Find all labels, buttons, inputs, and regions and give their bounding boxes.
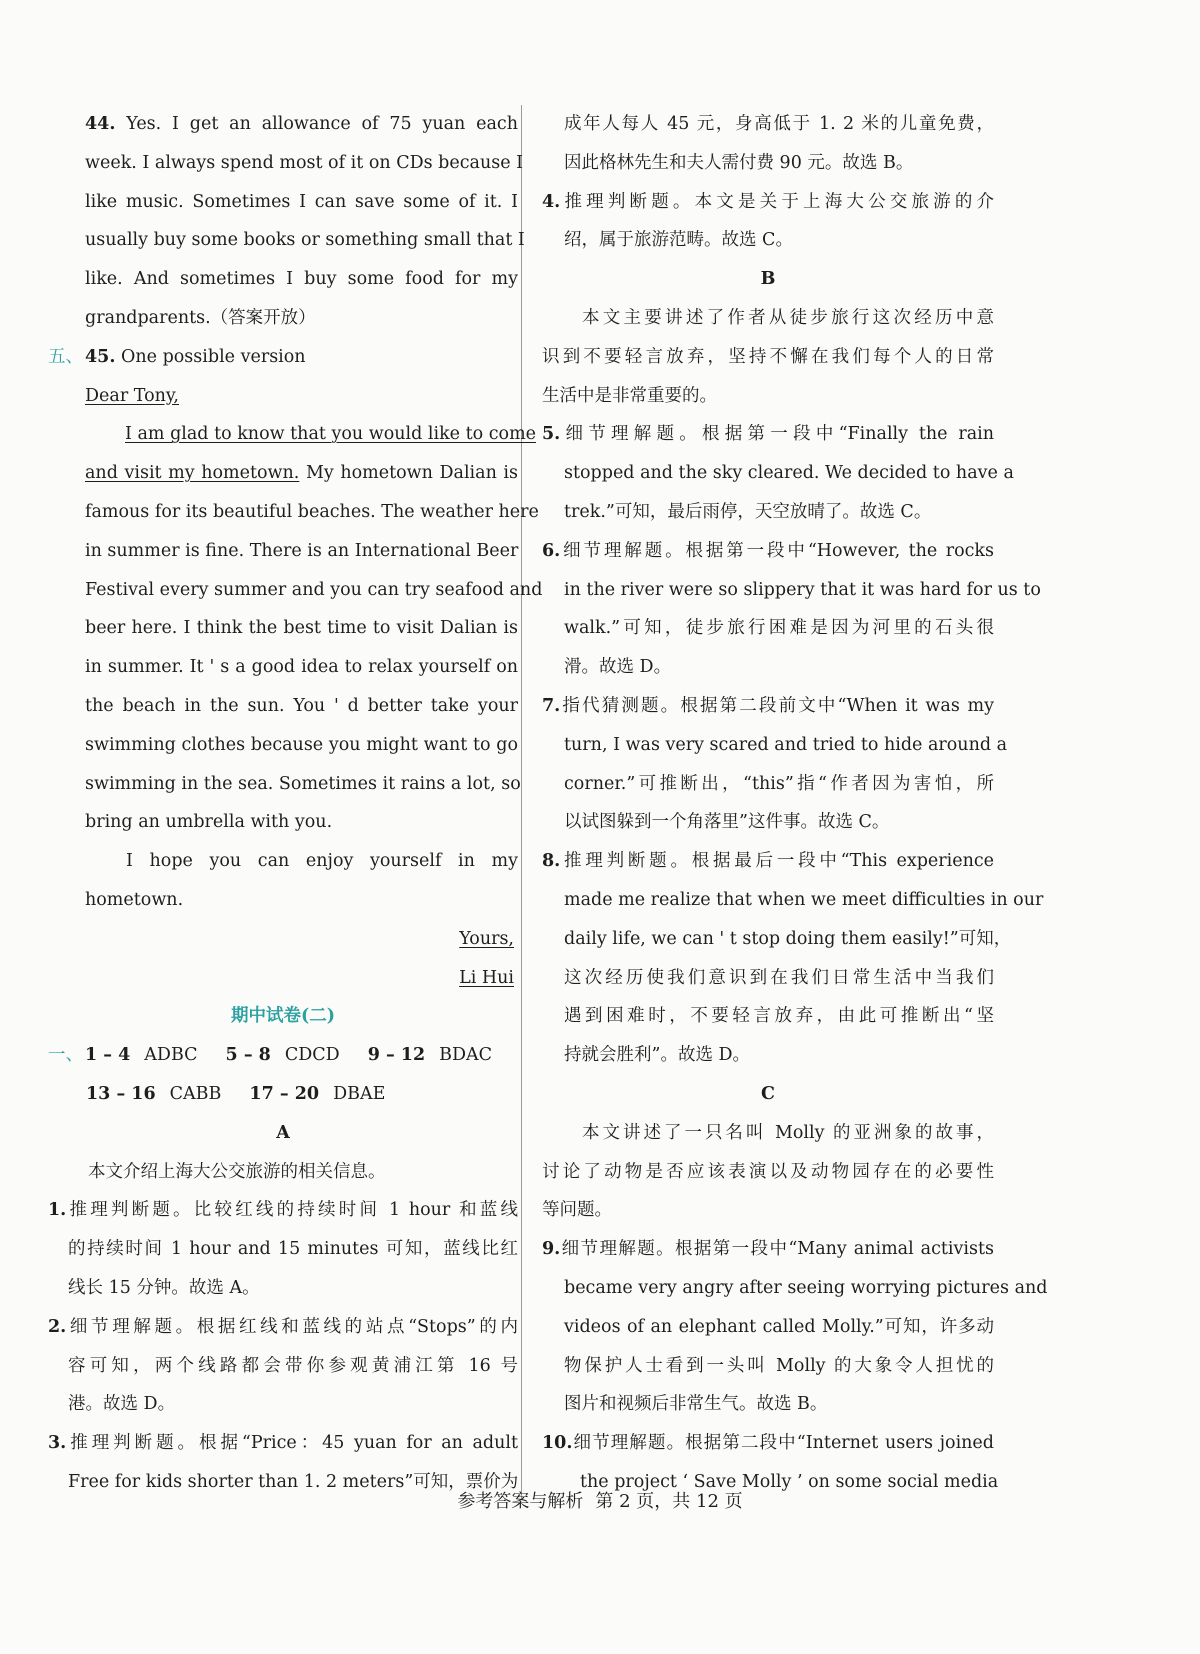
q44-line: 44. Yes. I get an allowance of 75 yuan each	[48, 105, 518, 144]
q6-line: walk.”可知，徒步旅行困难是因为河里的石头很	[564, 618, 994, 639]
q10-line: 10.细节理解题。根据第二段中“Internet users joined	[542, 1433, 994, 1454]
q44-line: usually buy some books or something small that I	[85, 230, 525, 251]
section-b-intro: 本文主要讲述了作者从徒步旅行这次经历中意	[582, 307, 994, 328]
letter-closing: I hope you can enjoy yourself in my	[126, 851, 518, 872]
section-c-intro: 等问题。	[542, 1200, 612, 1221]
q8-line: 持就会胜利”。故选 D。	[564, 1045, 751, 1066]
q1-line: 线长 15 分钟。故选 A。	[68, 1277, 260, 1298]
section-c-intro: 本文讲述了一只名叫 Molly 的亚洲象的故事，	[582, 1122, 994, 1143]
letter-line: I am glad to know that you would like to come	[125, 424, 537, 445]
q44-line: like. And sometimes I buy some food for my	[85, 269, 518, 290]
section-c-intro: 讨论了动物是否应该表演以及动物园存在的必要性	[542, 1161, 994, 1182]
letter-line: Festival every summer and you can try seafood and	[85, 579, 543, 600]
q4-line: 绍，属于旅游范畴。故选 C。	[564, 230, 793, 251]
q8-line: 这次经历使我们意识到在我们日常生活中当我们	[564, 967, 994, 988]
q8-line: 8.推理判断题。根据最后一段中“This experience	[542, 851, 994, 872]
section-letter-a: A	[276, 1122, 290, 1143]
q6-line: 6.细节理解题。根据第一段中“However, the rocks	[542, 540, 994, 561]
q7-line: turn, I was very scared and tried to hide around a	[564, 734, 1008, 755]
q8-line: made me realize that when we meet difficulties in our	[564, 889, 1044, 910]
section-mark-1: 一、	[48, 1045, 83, 1066]
q44-line: grandparents.（答案开放）	[85, 307, 316, 328]
letter-sign-off: Yours,	[459, 928, 514, 949]
q2-line: 容可知，两个线路都会带你参观黄浦江第 16 号	[68, 1355, 518, 1376]
q5-line: 5.细节理解题。根据第一段中“Finally the rain	[542, 424, 994, 445]
q8-line: 遇到困难时，不要轻言放弃，由此可推断出“坚	[564, 1006, 994, 1027]
section-b-intro: 识到不要轻言放弃，坚持不懈在我们每个人的日常	[542, 346, 994, 367]
letter-line: the beach in the sun. You ' d better take your	[85, 695, 518, 716]
letter-greeting: Dear Tony,	[85, 385, 179, 406]
q2-line: 港。故选 D。	[68, 1394, 176, 1415]
q45-title: One possible version	[121, 346, 306, 367]
exam-title: 期中试卷(二)	[230, 1006, 336, 1027]
q9-line: 9.细节理解题。根据第一段中“Many animal activists	[542, 1239, 994, 1260]
letter-line: swimming in the sea. Sometimes it rains a lot, so	[85, 773, 521, 794]
page-footer	[0, 1487, 1200, 1513]
section-a-intro: 本文介绍上海大公交旅游的相关信息。	[88, 1161, 386, 1182]
q7-line: corner.”可推断出，“this”指“作者因为害怕，所	[564, 773, 994, 794]
letter-line: beer here. I think the best time to visit Dalian is	[85, 618, 518, 639]
q3-line: Free for kids shorter than 1. 2 meters”可知，票价为	[68, 1471, 519, 1492]
q44-line: week. I always spend most of it on CDs because I	[85, 152, 524, 173]
page-number: 第 2 页，共 12 页	[595, 1491, 743, 1512]
answer-key-row: 一、 1 – 4 ADBC 5 – 8 CDCD 9 – 12 BDAC	[48, 1036, 518, 1075]
q8-line: daily life, we can ' t stop doing them easily!”可知，	[564, 928, 1012, 949]
right-column	[542, 105, 1048, 1502]
section-letter-c: C	[761, 1083, 775, 1104]
letter-closing: hometown.	[85, 889, 184, 910]
q9-line: 图片和视频后非常生气。故选 B。	[564, 1394, 828, 1415]
letter-line: bring an umbrella with you.	[85, 812, 333, 833]
column-divider	[521, 105, 522, 1500]
q9-line: became very angry after seeing worrying pictures and	[564, 1277, 1048, 1298]
letter-signature: Li Hui	[459, 967, 514, 988]
q3-continued-line: 因此格林先生和夫人需付费 90 元。故选 B。	[564, 152, 914, 173]
q2-line: 2.细节理解题。根据红线和蓝线的站点“Stops”的内	[48, 1316, 518, 1337]
q1-line: 的持续时间 1 hour and 15 minutes 可知，蓝线比红	[68, 1239, 518, 1260]
section-b-intro: 生活中是非常重要的。	[542, 385, 717, 406]
section-mark-5: 五、	[48, 346, 83, 367]
letter-line: in summer. It ' s a good idea to relax yourself on	[85, 657, 518, 678]
footer-title: 参考答案与解析	[457, 1491, 584, 1512]
q9-line: videos of an elephant called Molly.”可知，许多动	[564, 1316, 994, 1337]
q1-line: 1.推理判断题。比较红线的持续时间 1 hour 和蓝线	[48, 1200, 518, 1221]
q9-line: 物保护人士看到一头叫 Molly 的大象令人担忧的	[564, 1355, 994, 1376]
q44-line: like music. Sometimes I can save some of it. I	[85, 191, 518, 212]
q6-line: in the river were so slippery that it was hard for us to	[564, 579, 1041, 600]
letter-line: famous for its beautiful beaches. The weather here	[85, 501, 539, 522]
answer-key-row: 13 – 16 CABB 17 – 20 DBAE	[86, 1083, 386, 1104]
letter-line: in summer is fine. There is an International Beer	[85, 540, 519, 561]
letter-line: swimming clothes because you might want to go	[85, 734, 518, 755]
q3-line: 3.推理判断题。根据“Price：45 yuan for an adult	[48, 1433, 518, 1454]
q7-line: 7.指代猜测题。根据第二段前文中“When it was my	[542, 695, 994, 716]
q10-line: the project ‘ Save Molly ’ on some social media	[580, 1471, 999, 1492]
q45-header	[48, 338, 518, 377]
q44-number: 44.	[85, 114, 116, 134]
q7-line: 以试图躲到一个角落里”这件事。故选 C。	[564, 812, 890, 833]
q5-line: trek.”可知，最后雨停，天空放晴了。故选 C。	[564, 501, 932, 522]
letter-line: and visit my hometown. My hometown Dalian is	[85, 463, 518, 484]
q3-continued-line: 成年人每人 45 元，身高低于 1. 2 米的儿童免费，	[564, 114, 994, 134]
q45-number: 45.	[85, 346, 116, 367]
q6-line: 滑。故选 D。	[564, 657, 672, 678]
q5-line: stopped and the sky cleared. We decided to have a	[564, 463, 1014, 484]
q4-line: 4.推理判断题。本文是关于上海大公交旅游的介	[542, 191, 994, 212]
left-column	[48, 105, 543, 1502]
section-letter-b: B	[760, 269, 776, 290]
